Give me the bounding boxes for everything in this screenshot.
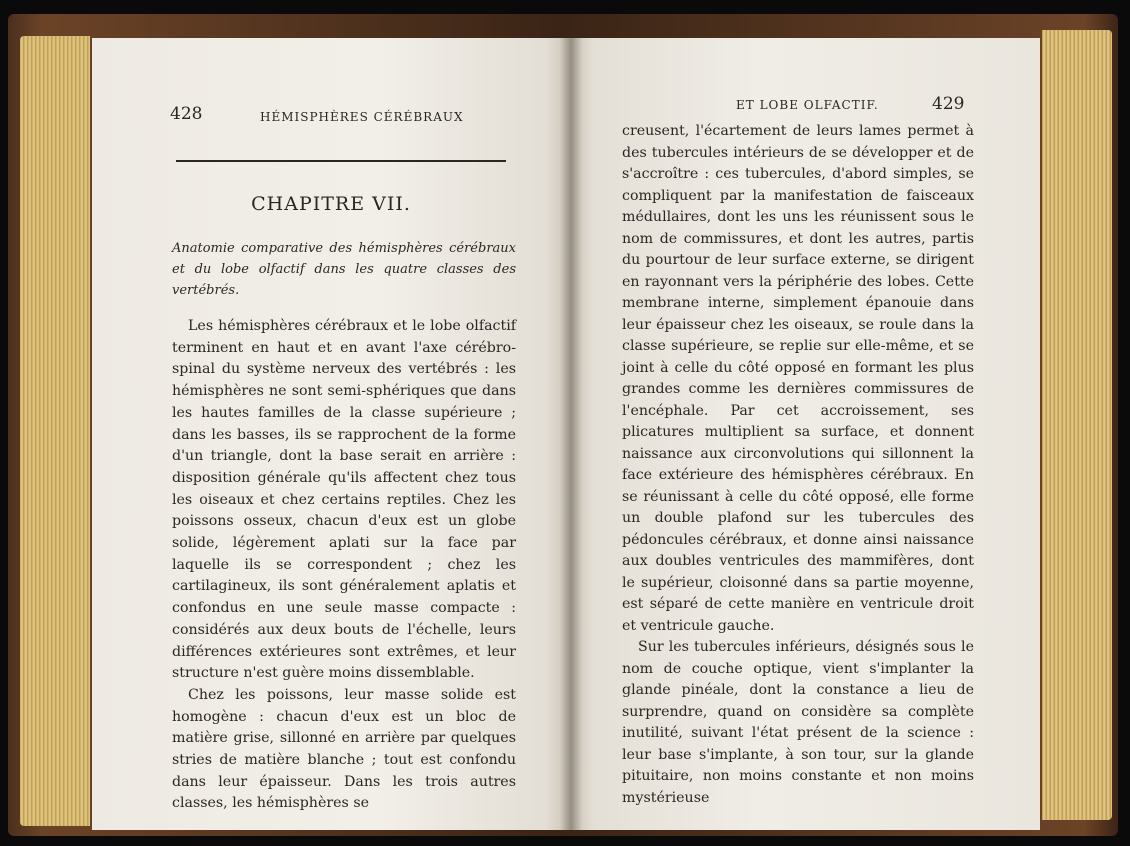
paragraph: Les hémisphères cérébraux et le lobe olfactif terminent en haut et en avant l'axe cérébro-spinal du système nerveux des vertébrés : les hémisphères ne sont semi-sphériques que dans les hautes familles de la classe supérieure ; dans les basses, ils se rapprochent de la forme d'un triangle, dont la base serait en arrière : disposition générale qu'ils affectent chez tous les oiseaux et chez certains reptiles. Chez les poissons osseux, chacun d'eux est un globe solide, légèrement aplati sur la face par laquelle ils se correspondent ; chez les cartilagineux, ils sont généralement aplatis et confondus en une seule masse compacte : considérés aux deux bouts de l'échelle, leurs différences extérieures sont extrêmes, et leur structure n'est guère moins dissemblable. [172,318,516,682]
page-edges-right [1042,30,1112,820]
chapter-subtitle: Anatomie comparative des hémisphères cérébraux et du lobe olfactif dans les quatre classes des vertébrés. [172,241,516,298]
header-rule [176,160,506,162]
book-gutter [560,38,582,830]
page-number: 428 [170,104,203,124]
running-head: ET LOBE OLFACTIF. [736,98,879,112]
paragraph: creusent, l'écartement de leurs lames permet à des tubercules intérieurs de se développer et de s'accroître : ces tubercules, d'abord simples, se compliquent par la manifestation de faisceaux médullaires, dont les uns les réunissent sous le nom de commissures, et dont les autres, partis du pourtour de leur surface externe, se dirigent en rayonnant vers la périphérie des lobes. Cette membrane interne, simplement épanouie dans leur épaisseur chez les oiseaux, se roule dans la classe supérieure, se replie sur elle-même, et se joint à celle du côté opposé en formant les plus grandes comme les dernières commissures de l'encéphale. Par cet accroissement, ses plicatures multiplient sa surface, et donnent naissance aux circonvolutions qui sillonnent la face extérieure des hémisphères cérébraux. En se réunissant à celle du côté opposé, elle forme un double plafond sur les tubercules des pédoncules cérébraux, et donne ainsi naissance aux doubles ventricules des mammifères, dont le supérieur, cloisonné dans sa partie moyenne, est séparé de cette manière en ventricule droit et ventricule gauche. [622,123,974,634]
paragraph: Chez les poissons, leur masse solide est homogène : chacun d'eux est un bloc de matière grise, sillonné en arrière par quelques stries de matière blanche ; tout est confondu dans leur épaisseur. Dans les trois autres classes, les hémisphères se [172,686,516,812]
page-edges-left [20,36,90,826]
chapter-title: CHAPITRE VII. [251,193,411,215]
right-page [570,38,1040,830]
left-page [92,38,570,830]
body-text [172,316,516,815]
body-text [622,121,974,809]
running-head: HÉMISPHÈRES CÉRÉBRAUX [260,110,464,124]
paragraph: Sur les tubercules inférieurs, désignés sous le nom de couche optique, vient s'implanter la glande pinéale, dont la constance a lieu de surprendre, quand on considère sa complète inutilité, suivant l'état présent de la science : leur base s'implante, à son tour, sur la glande pituitaire, non moins constante et non moins mystérieuse [622,639,974,806]
page-number: 429 [932,94,965,114]
